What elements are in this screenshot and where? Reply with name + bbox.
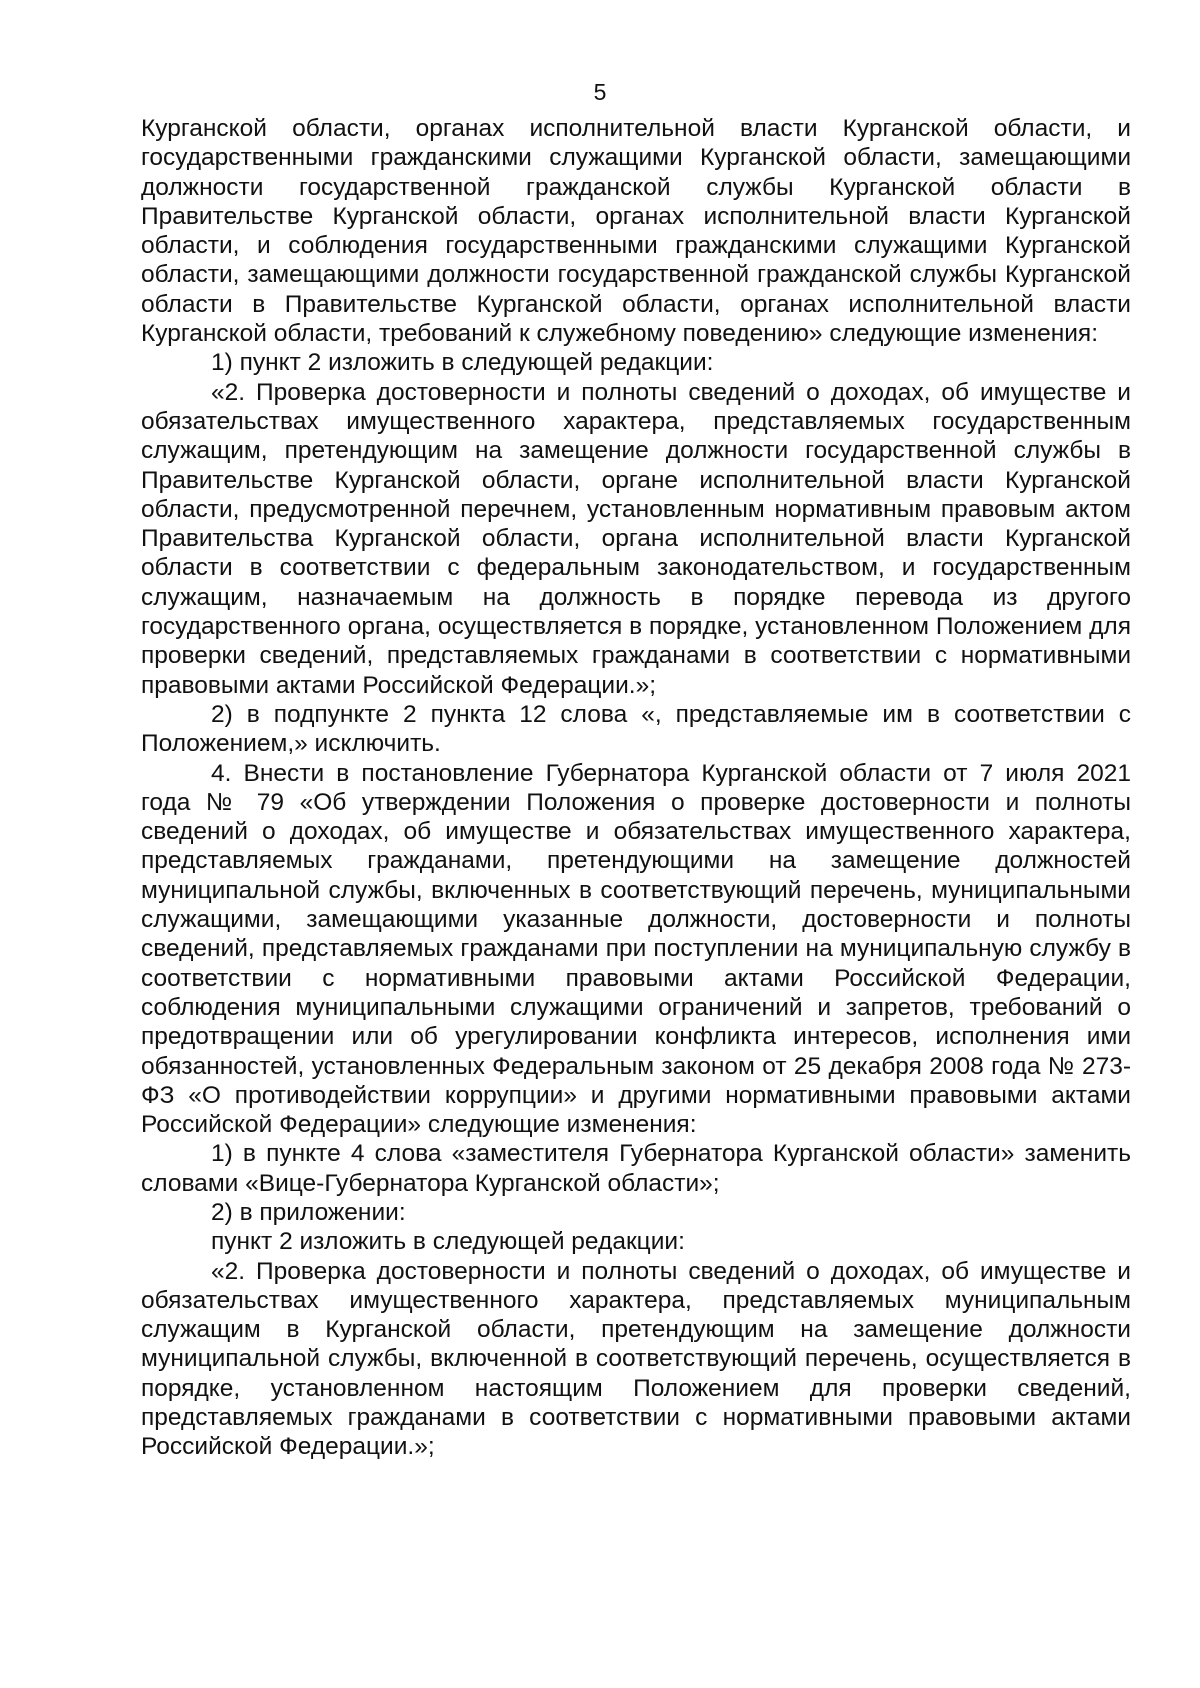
paragraph-item-4: 4. Внести в постановление Губернатора Курганской области от 7 июля 2021 года № 79 «Об утверждении Положения о проверке достоверности и полноты сведений о доходах, об имуществе и обязательствах имущественного характера, представляемых гражданами, претендующими на замещение должностей муниципальной службы, включенных в соответствующий перечень, муниципальными служащими, замещающими указанные должности, достоверности и полноты сведений, представляемых гражданами при поступлении на муниципальную службу в соответствии с нормативными правовыми актами Российской Федерации, соблюдения муниципальными служащими ограничений и запретов, требований о предотвращении или об урегулировании конфликта интересов, исполнения ими обязанностей, установленных Федеральным законом от 25 декабря 2008 года № 273-ФЗ «О противодействии коррупции» и другими нормативными правовыми актами Российской Федерации» следующие изменения: (141, 759, 1131, 1139)
paragraph-point-2-edit: пункт 2 изложить в следующей редакции: (211, 1228, 685, 1256)
paragraph-subitem-1: 1) пункт 2 изложить в следующей редакции: (211, 349, 714, 377)
page-number: 5 (593, 79, 607, 105)
paragraph-quoted-point-2: «2. Проверка достоверности и полноты сведений о доходах, об имуществе и обязательствах имущественного характера, представляемых государственным служащим, претендующим на замещение должности государственной службы в Правительстве Курганской области, органе исполнительной власти Курганской области, предусмотренной перечнем, установленным нормативным правовым актом Правительства Курганской области, органа исполнительной власти Курганской области в соответствии с федеральным законодательством, и государственным служащим, назначаемым на должность в порядке перевода из другого государственного органа, осуществляется в порядке, установленном Положением для проверки сведений, представляемых гражданами в соответствии с нормативными правовыми актами Российской Федерации.»; (141, 378, 1131, 699)
paragraph-continuation: Курганской области, органах исполнительной власти Курганской области, и государственными гражданскими служащими Курганской области, замещающими должности государственной гражданской службы Курганской области в Правительстве Курганской области, органах исполнительной власти Курганской области, и соблюдения государственными гражданскими служащими Курганской области, замещающими должности государственной гражданской службы Курганской области в Правительстве Курганской области, органах исполнительной власти Курганской области, требований к служебному поведению» следующие изменения: (141, 115, 1131, 348)
paragraph-subitem-2-appendix: 2) в приложении: (211, 1198, 406, 1226)
paragraph-subitem-2: 2) в подпункте 2 пункта 12 слова «, представляемые им в соответствии с Положением,» исключить. (141, 700, 1131, 758)
paragraph-subitem-1-replace: 1) в пункте 4 слова «заместителя Губернатора Курганской области» заменить словами «Вице-Губернатора Курганской области»; (141, 1140, 1131, 1197)
document-body (141, 114, 1131, 1462)
paragraph-quoted-point-2-municipal: «2. Проверка достоверности и полноты сведений о доходах, об имуществе и обязательствах имущественного характера, представляемых муниципальным служащим в Курганской области, претендующим на замещение должности муниципальной службы, включенной в соответствующий перечень, осуществляется в порядке, установленном настоящим Положением для проверки сведений, представляемых гражданами в соответствии с нормативными правовыми актами Российской Федерации.»; (141, 1257, 1131, 1461)
